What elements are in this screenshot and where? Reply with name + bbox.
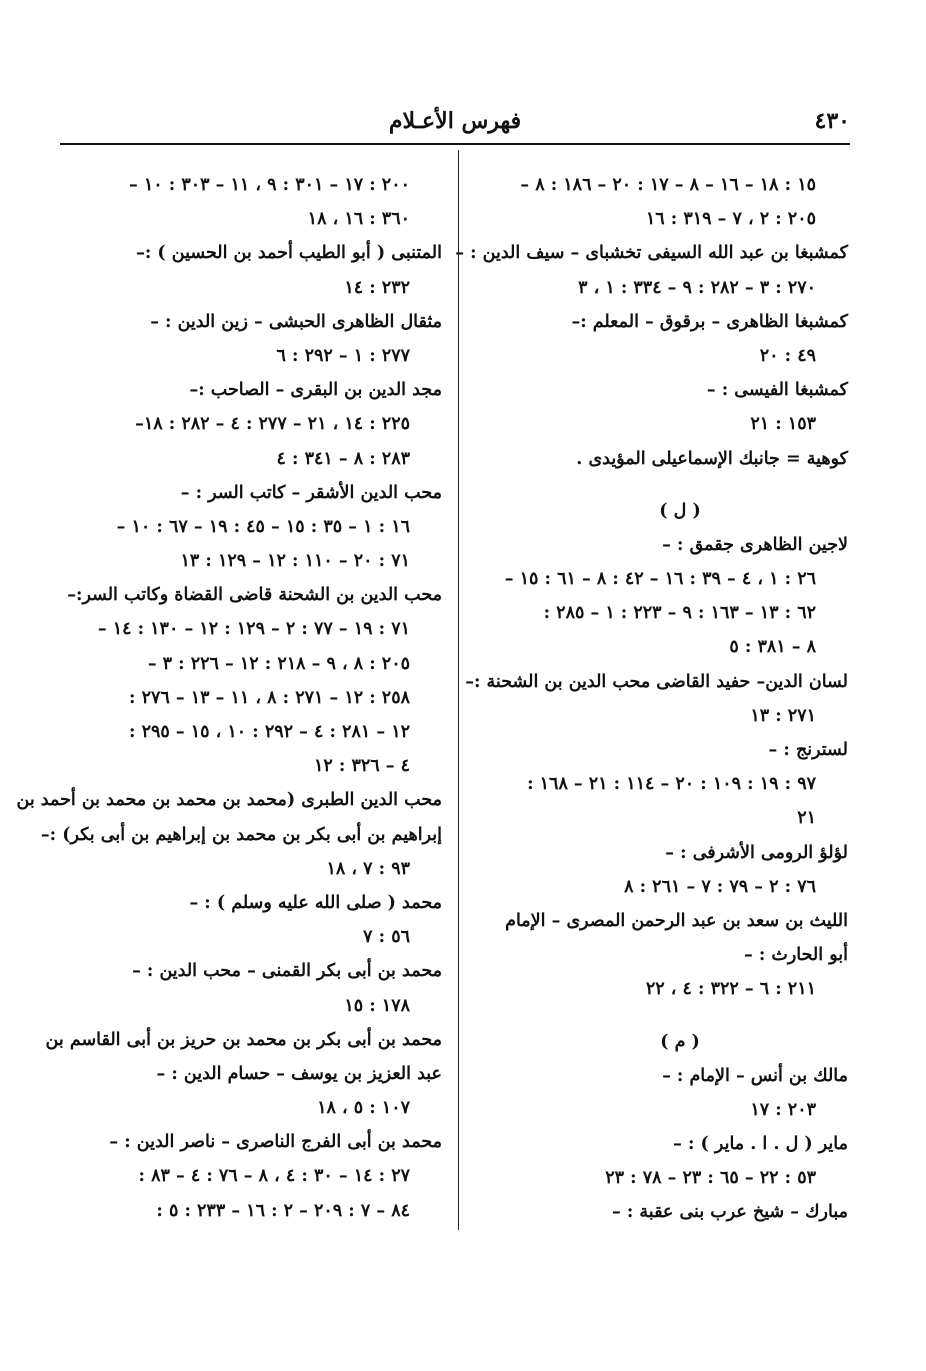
- index-column-right: [455, 168, 848, 1230]
- header-rule: [60, 143, 850, 145]
- section-letter-heading: ( م ): [660, 1031, 700, 1052]
- index-entry-name: لؤلؤ الرومى الأشرفى : –: [665, 842, 848, 863]
- page-reference-line: ٥٦ : ٧: [363, 927, 410, 948]
- page-reference-line: ٢٢٥ : ١٤ ، ٢١ – ٢٧٧ : ٤ – ٢٨٢ : ١٨–: [135, 414, 410, 435]
- index-column-left: [16, 168, 442, 1228]
- page-reference-line: ١٢ – ٢٨١ : ٤ – ٢٩٢ : ١٠ ، ١٥ – ٢٩٥ :: [129, 722, 410, 742]
- page-reference-line: ٢٨٣ : ٨ – ٣٤١ : ٤: [276, 448, 410, 469]
- index-entry-name: أبو الحارث : –: [743, 945, 848, 966]
- index-entry-name: محمد ( صلى الله عليه وسلم ) : –: [189, 892, 442, 913]
- page-reference-line: ٢٣٢ : ١٤: [344, 277, 410, 298]
- page-reference-line: ٥٣ : ٢٢ – ٦٥ : ٢٣ – ٧٨ : ٢٣: [605, 1168, 816, 1189]
- page-reference-line: ٢٠٠ : ١٧ – ٣٠١ : ٩ ، ١١ – ٣٠٣ : ١٠ –: [129, 175, 410, 195]
- page-reference-line: ١٥٣ : ٢١: [750, 414, 816, 435]
- page-header: [60, 104, 850, 144]
- page-reference-line: ٢٠٣ : ١٧: [750, 1099, 816, 1120]
- page-title: فهرس الأعـلام: [388, 108, 522, 134]
- index-entry-name: كوهية = جانبك الإسماعيلى المؤيدى .: [576, 448, 848, 469]
- index-entry-name: لاجين الظاهرى جقمق : –: [662, 534, 848, 555]
- index-entry-name: لسان الدين– حفيد القاضى محب الدين بن الشحنة :–: [465, 671, 848, 692]
- page-reference-line: ٢١١ : ٦ – ٣٢٢ : ٤ ، ٢٢: [645, 979, 816, 1000]
- index-entry-name: محب الدين الأشقر – كاتب السر : –: [180, 482, 442, 503]
- page-reference-line: ١٦ : ١ – ٣٥ : ١٥ – ٤٥ : ١٩ – ٦٧ : ١٠ –: [116, 516, 410, 537]
- column-divider: [458, 150, 459, 1230]
- page-reference-line: ٩٧ : ١٩ : ١٠٩ : ٢٠ – ١١٤ : ٢١ – ١٦٨ :: [527, 774, 816, 795]
- page-reference-line: ٤٩ : ٢٠: [759, 345, 816, 366]
- page-reference-line: ١٧٨ : ١٥: [344, 995, 410, 1016]
- index-entry-name: محمد بن أبى الفرج الناصرى – ناصر الدين : –: [109, 1132, 442, 1153]
- index-entry-name: محمد بن أبى بكر القمنى – محب الدين : –: [132, 961, 442, 982]
- page-reference-line: ٢٥٨ : ١٢ – ٢٧١ : ٨ ، ١١ – ١٣ – ٢٧٦ :: [129, 687, 410, 708]
- page-reference-line: ٢١: [797, 808, 816, 829]
- index-entry-name: محب الدين الطبرى (محمد بن محمد بن محمد بن أحمد بن: [16, 790, 442, 811]
- page-reference-line: ١٠٧ : ٥ ، ١٨: [317, 1098, 410, 1119]
- section-letter-heading: ( ل ): [659, 500, 701, 521]
- index-entry-name: محمد بن أبى بكر بن محمد بن حريز بن أبى القاسم بن: [45, 1029, 442, 1050]
- page-reference-line: ٣٦٠ : ١٦ ، ١٨: [307, 209, 410, 230]
- index-entry-name: إبراهيم بن أبى بكر بن محمد بن إبراهيم بن أبى بكر) :–: [40, 824, 442, 845]
- page-reference-line: ٢٠٥ : ٢ ، ٧ – ٣١٩ : ١٦: [645, 209, 816, 230]
- page-reference-line: ٧١ : ٢٠ – ١١٠ : ١٢ – ١٢٩ : ١٣: [180, 551, 410, 572]
- page-reference-line: ٨ – ٣٨١ : ٥: [729, 637, 816, 658]
- page-reference-line: ١٥ : ١٨ – ١٦ – ٨ – ١٧ : ٢٠ – ١٨٦ : ٨ –: [520, 175, 816, 195]
- page-reference-line: ٦٢ : ١٣ – ١٦٣ : ٩ – ٢٢٣ : ١ – ٢٨٥ :: [543, 603, 816, 624]
- index-entry-name: الليث بن سعد بن عبد الرحمن المصرى – الإمام: [505, 910, 848, 931]
- page-reference-line: ٩٣ : ٧ ، ١٨: [326, 858, 410, 879]
- page-reference-line: ٢٧١ : ١٣: [750, 705, 816, 726]
- page-reference-line: ٨٤ – ٧ : ٢٠٩ – ٢ : ١٦ – ٢٣٣ : ٥ :: [156, 1200, 410, 1221]
- index-entry-name: مجد الدين بن البقرى – الصاحب :–: [189, 380, 442, 401]
- page-reference-line: ٢٦ : ١ ، ٤ – ٣٩ : ١٦ – ٤٢ : ٨ – ٦١ : ١٥ –: [504, 569, 816, 590]
- index-entry-name: مثقال الظاهرى الحبشى – زين الدين : –: [150, 311, 442, 332]
- page-reference-line: ٢٠٥ : ٨ ، ٩ – ٢١٨ : ١٢ – ٢٢٦ : ٣ –: [147, 653, 410, 674]
- index-entry-name: المتنبى ( أبو الطيب أحمد بن الحسين ) :–: [136, 243, 442, 264]
- index-entry-name: لسترنج : –: [768, 740, 848, 760]
- page-reference-line: ٢٧٠ : ٣ – ٢٨٢ : ٩ – ٣٣٤ : ١ ، ٣: [578, 277, 816, 298]
- index-entry-name: مالك بن أنس – الإمام : –: [662, 1065, 848, 1086]
- page-reference-line: ٢٧٧ : ١ – ٢٩٢ : ٦: [276, 345, 410, 366]
- index-entry-name: كمشبغا الفيسى : –: [706, 380, 848, 401]
- page-reference-line: ٧٦ : ٢ – ٧٩ : ٧ – ٢٦١ : ٨: [624, 876, 816, 897]
- page-reference-line: ٢٧ : ١٤ – ٣٠ : ٤ ، ٨ – ٧٦ : ٤ – ٨٣ :: [138, 1166, 410, 1187]
- index-entry-name: عبد العزيز بن يوسف – حسام الدين : –: [156, 1063, 442, 1084]
- index-entry-name: كمشبغا بن عبد الله السيفى تخشباى – سيف الدين : –: [455, 243, 848, 264]
- index-entry-name: محب الدين بن الشحنة قاضى القضاة وكاتب السر:–: [67, 585, 442, 606]
- index-entry-name: ماير ( ل . ا . ماير ) : –: [673, 1134, 848, 1155]
- page-number: ٤٣٠: [814, 108, 850, 134]
- index-entry-name: كمشبغا الظاهرى – برقوق – المعلم :–: [571, 311, 848, 332]
- index-entry-name: مبارك – شيخ عرب بنى عقبة : –: [612, 1202, 848, 1223]
- page-reference-line: ٧١ : ١٩ – ٧٧ : ٢ – ١٢٩ : ١٢ – ١٣٠ : ١٤ –: [97, 619, 410, 640]
- page-reference-line: ٤ – ٣٢٦ : ١٢: [313, 756, 410, 777]
